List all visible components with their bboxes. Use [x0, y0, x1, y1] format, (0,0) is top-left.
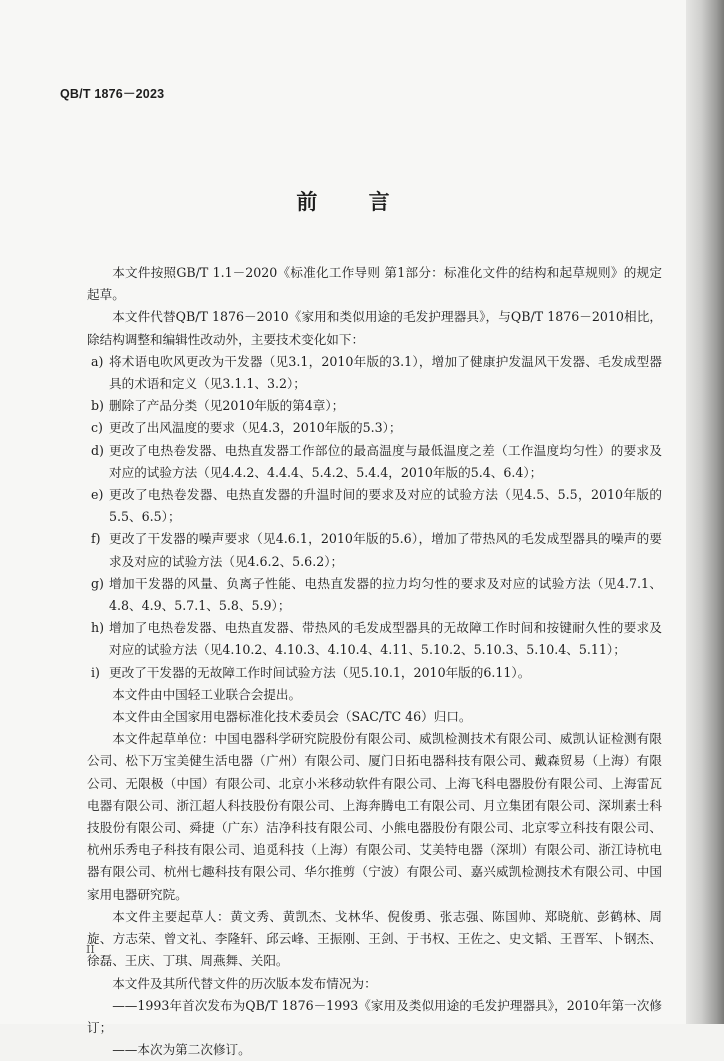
- list-item: [87, 351, 662, 395]
- list-marker: d): [91, 442, 104, 458]
- list-marker: e): [91, 487, 104, 503]
- paragraph-drafting-rules: 本文件按照GB/T 1.1－2020《标准化工作导则 第1部分：标准化文件的结构和起草规则》的规定起草。: [87, 265, 662, 303]
- page-number: II: [86, 943, 95, 956]
- list-marker: f): [91, 531, 101, 547]
- list-text: 增加干发器的风量、负离子性能、电热直发器的拉力均匀性的要求及对应的试验方法（见4.7.1、4.8、4.9、5.7.1、5.8、5.9）；: [109, 575, 662, 614]
- list-marker: i): [91, 664, 100, 680]
- paragraph-admin: 本文件由全国家用电器标准化技术委员会（SAC/TC 46）归口。: [112, 709, 472, 725]
- list-item: [87, 484, 662, 528]
- changes-list: [87, 351, 662, 684]
- list-text: 删除了产品分类（见2010年版的第4章）；: [109, 398, 345, 414]
- list-marker: g): [91, 575, 104, 591]
- history-item: ——本次为第二次修订。: [112, 1042, 251, 1058]
- list-text: 更改了电热卷发器、电热直发器的升温时间的要求及对应的试验方法（见4.5、5.5，2010年版的5.5、6.5）；: [109, 487, 662, 525]
- list-marker: a): [91, 353, 104, 369]
- list-item: [87, 440, 662, 484]
- list-item: [87, 573, 662, 617]
- list-item: [87, 395, 662, 417]
- list-text: 更改了干发器的噪声要求（见4.6.1，2010年版的5.6），增加了带热风的毛发成型器具的噪声的要求及对应的试验方法（见4.6.2、5.6.2）；: [109, 531, 662, 569]
- list-text: 将术语电吹风更改为干发器（见3.1，2010年版的3.1），增加了健康护发温风干发器、毛发成型器具的术语和定义（见3.1.1、3.2）；: [109, 353, 662, 392]
- paragraph-drafters: 本文件主要起草人：黄文秀、黄凯杰、戈林华、倪俊勇、张志强、陈国帅、郑晓航、彭鹤林、周旋、方志荣、曾文礼、李隆轩、邱云峰、王振刚、王剑、于书权、王佐之、史文韬、王晋军、卜钢杰、徐磊、王庆、丁琪、周燕舞、关阳。: [87, 908, 662, 969]
- page-edge-shadow: [686, 0, 724, 1024]
- list-text: 增加了电热卷发器、电热直发器、带热风的毛发成型器具的无故障工作时间和按键耐久性的要求及对应的试验方法（见4.10.2、4.10.3、4.10.4、4.11、5.10.2、5.10.3、5.10.4、5.11）；: [109, 620, 662, 658]
- list-item: [87, 417, 662, 439]
- preface-body: [87, 262, 662, 1061]
- list-marker: c): [91, 420, 103, 436]
- standard-code: QB/T 1876－2023: [60, 87, 165, 101]
- list-text: 更改了电热卷发器、电热直发器工作部位的最高温度与最低温度之差（工作温度均匀性）的要求及对应的试验方法（见4.4.2、4.4.4、5.4.2、5.4.4，2010年版的5.4、6.4）；: [109, 442, 662, 480]
- paragraph-proposer: 本文件由中国轻工业联合会提出。: [112, 686, 302, 702]
- list-item: [87, 617, 662, 661]
- paragraph-drafting-units: 本文件起草单位：中国电器科学研究院股份有限公司、威凯检测技术有限公司、威凯认证检测有限公司、松下万宝美健生活电器（广州）有限公司、厦门日拓电器科技有限公司、戴森贸易（上海）有限公司、无限极（中国）有限公司、北京小米移动软件有限公司、上海飞科电器股份有限公司、上海雷瓦电器有限公司、浙江超人科技股份有限公司、上海奔腾电工有限公司、月立集团有限公司、深圳素士科技股份有限公司、舜捷（广东）洁净科技有限公司、小熊电器股份有限公司、北京零立科技有限公司、杭州乐秀电子科技有限公司、追觅科技（上海）有限公司、艾美特电器（深圳）有限公司、浙江诗杭电器有限公司、杭州七趣科技有限公司、华尔推剪（宁波）有限公司、嘉兴威凯检测技术有限公司、中国家用电器研究院。: [87, 731, 662, 902]
- list-item: [87, 528, 662, 572]
- paragraph-history-intro: 本文件及其所代替文件的历次版本发布情况为：: [112, 975, 377, 991]
- list-marker: h): [91, 620, 105, 636]
- history-item: ——1993年首次发布为QB/T 1876－1993《家用及类似用途的毛发护理器具》，2010年第一次修订；: [87, 997, 662, 1035]
- paragraph-replacement: 本文件代替QB/T 1876－2010《家用和类似用途的毛发护理器具》，与QB/T 1876－2010相比，除结构调整和编辑性改动外，主要技术变化如下：: [87, 309, 662, 347]
- list-marker: b): [91, 398, 104, 414]
- list-text: 更改了出风温度的要求（见4.3，2010年版的5.3）；: [109, 420, 402, 436]
- list-text: 更改了干发器的无故障工作时间试验方法（见5.10.1，2010年版的6.11）。: [109, 664, 531, 680]
- list-item: [87, 662, 662, 684]
- page-title: 前 言: [296, 190, 412, 214]
